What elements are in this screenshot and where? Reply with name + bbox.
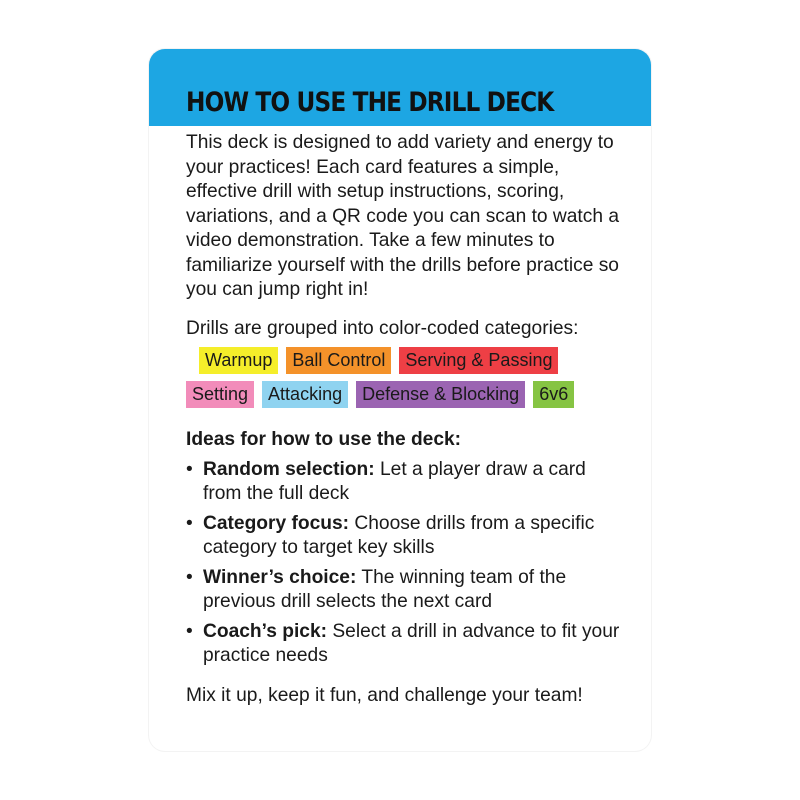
list-item <box>186 512 626 560</box>
idea-text: Choose drills from a specific category to target key skills <box>203 512 595 558</box>
idea-term: Category focus: <box>203 512 350 534</box>
category-row <box>199 347 631 374</box>
idea-term: Winner’s choice: <box>203 566 357 588</box>
idea-term: Coach’s pick: <box>203 620 328 642</box>
bullet-icon: • <box>186 566 193 588</box>
bullet-icon: • <box>186 620 193 642</box>
category-tag-attacking: Attacking <box>262 381 348 408</box>
card-body <box>186 131 626 708</box>
page-title: HOW TO USE THE DRILL DECK <box>186 87 554 118</box>
category-row <box>186 381 631 408</box>
idea-text: The winning team of the previous drill selects the next card <box>203 566 567 612</box>
idea-term: Random selection: <box>203 458 375 480</box>
ideas-list <box>186 458 626 668</box>
idea-text: Let a player draw a card from the full deck <box>203 458 586 504</box>
list-item <box>186 458 626 506</box>
category-tag-ball-control: Ball Control <box>286 347 391 374</box>
drill-deck-card <box>149 49 651 751</box>
header-band <box>149 49 651 126</box>
intro-paragraph: This deck is designed to add variety and energy to your practices! Each card features a simple, effective drill with setup instructions, scoring, variations, and a QR code you can scan to watch a video demonstration. Take a few minutes to familiarize yourself with the drills before practice so you can jump right in! <box>186 132 620 300</box>
bullet-icon: • <box>186 512 193 534</box>
category-tags <box>186 347 631 408</box>
category-tag-serving-passing: Serving & Passing <box>399 347 558 374</box>
idea-text: Select a drill in advance to fit your practice needs <box>203 620 620 666</box>
category-tag-defense-blocking: Defense & Blocking <box>356 381 525 408</box>
ideas-heading: Ideas for how to use the deck: <box>186 428 462 450</box>
category-tag-setting: Setting <box>186 381 254 408</box>
category-tag-6v6: 6v6 <box>533 381 574 408</box>
list-item <box>186 566 626 614</box>
list-item <box>186 620 626 668</box>
category-tag-warmup: Warmup <box>199 347 278 374</box>
categories-intro: Drills are grouped into color-coded categories: <box>186 317 579 339</box>
closing-line: Mix it up, keep it fun, and challenge your team! <box>186 684 583 706</box>
bullet-icon: • <box>186 458 193 480</box>
